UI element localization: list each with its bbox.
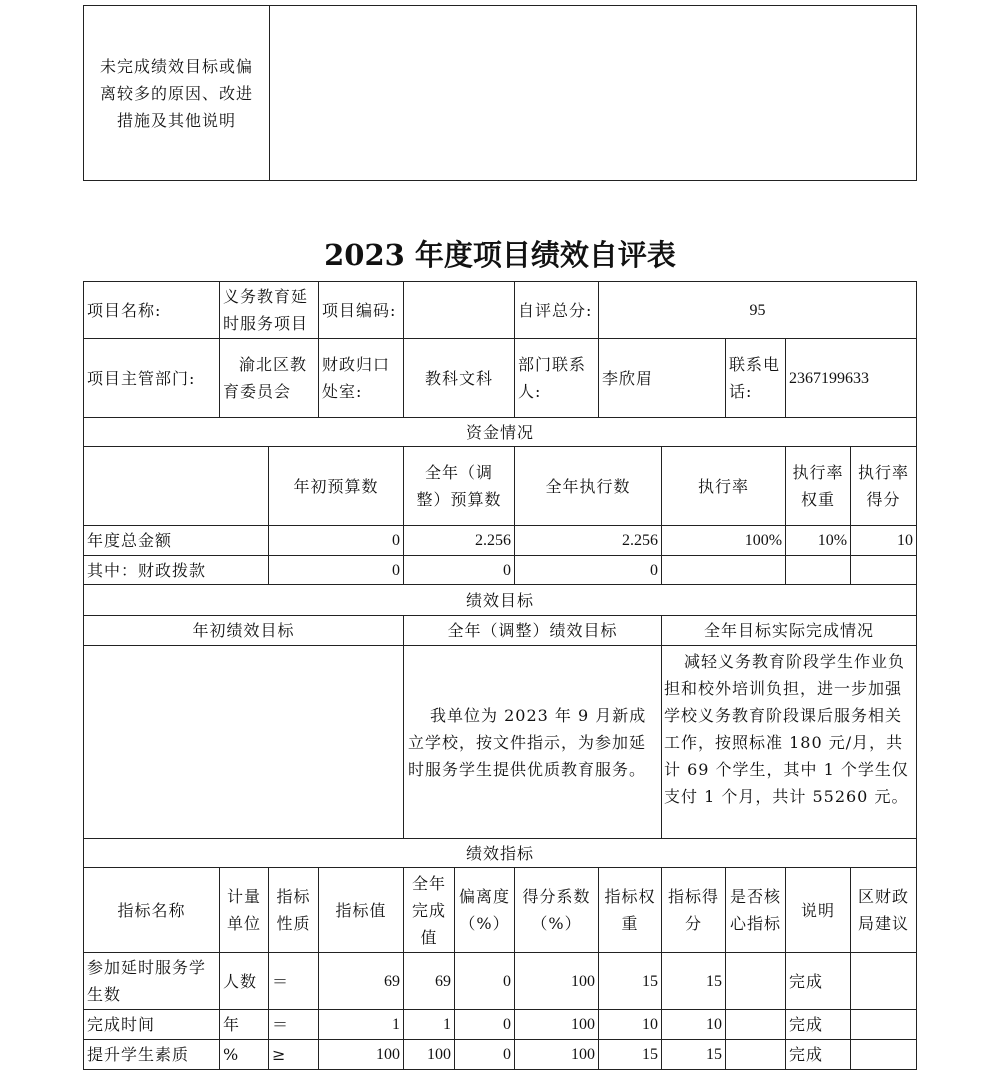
funds-header-rate-score: 执行率得分 bbox=[851, 447, 917, 526]
ind-header-nature: 指标性质 bbox=[269, 868, 319, 953]
ind-header-core: 是否核心指标 bbox=[726, 868, 786, 953]
ind-core bbox=[726, 1040, 786, 1070]
funds-header-rate-weight: 执行率权重 bbox=[786, 447, 851, 526]
ind-header-deviation: 偏离度（%） bbox=[455, 868, 515, 953]
funds-cell bbox=[786, 556, 851, 585]
ind-weight: 10 bbox=[599, 1010, 662, 1040]
ind-weight: 15 bbox=[599, 1040, 662, 1070]
ind-weight: 15 bbox=[599, 953, 662, 1010]
funds-header-adjusted: 全年（调整）预算数 bbox=[404, 447, 515, 526]
ind-deviation: 0 bbox=[455, 1040, 515, 1070]
funds-header-rate: 执行率 bbox=[662, 447, 786, 526]
ind-completed: 69 bbox=[404, 953, 455, 1010]
goal-initial bbox=[84, 646, 404, 839]
ind-unit: 人数 bbox=[220, 953, 269, 1010]
page-title: 2023 年度项目绩效自评表 bbox=[324, 238, 676, 272]
goal-actual: 减轻义务教育阶段学生作业负担和校外培训负担，进一步加强学校义务教育阶段课后服务相关工作，按照标准 180 元/月，共计 69 个学生，其中 1 个学生仅支付 1 个月，共计 55260 元。 bbox=[662, 646, 917, 839]
ind-name: 提升学生素质 bbox=[84, 1040, 220, 1070]
indicators-section-title: 绩效指标 bbox=[84, 839, 917, 868]
goal-adjusted: 我单位为 2023 年 9 月新成立学校，按文件指示，为参加延时服务学生提供优质教育服务。 bbox=[404, 646, 662, 839]
ind-header-score: 指标得分 bbox=[662, 868, 726, 953]
ind-header-note: 说明 bbox=[786, 868, 851, 953]
goals-header-initial: 年初绩效目标 bbox=[84, 616, 404, 646]
ind-value: 69 bbox=[319, 953, 404, 1010]
total-score: 95 bbox=[599, 282, 917, 339]
ind-completed: 100 bbox=[404, 1040, 455, 1070]
funds-cell: 10 bbox=[851, 526, 917, 556]
phone-number: 2367199633 bbox=[786, 339, 917, 418]
reason-label: 未完成绩效目标或偏离较多的原因、改进措施及其他说明 bbox=[84, 6, 270, 181]
goals-section-title: 绩效目标 bbox=[84, 585, 917, 616]
funds-cell: 2.256 bbox=[404, 526, 515, 556]
performance-table bbox=[83, 281, 917, 1070]
ind-unit: 年 bbox=[220, 1010, 269, 1040]
ind-note: 完成 bbox=[786, 953, 851, 1010]
goals-header-adjusted: 全年（调整）绩效目标 bbox=[404, 616, 662, 646]
ind-header-weight: 指标权重 bbox=[599, 868, 662, 953]
ind-header-coefficient: 得分系数（%） bbox=[515, 868, 599, 953]
project-name: 义务教育延时服务项目 bbox=[220, 282, 319, 339]
funds-cell: 0 bbox=[269, 556, 404, 585]
project-code-label: 项目编码: bbox=[319, 282, 404, 339]
ind-header-value: 指标值 bbox=[319, 868, 404, 953]
ind-value: 100 bbox=[319, 1040, 404, 1070]
funds-cell: 2.256 bbox=[515, 526, 662, 556]
ind-coefficient: 100 bbox=[515, 1040, 599, 1070]
funds-row-label: 其中：财政拨款 bbox=[84, 556, 269, 585]
ind-suggestion bbox=[851, 1040, 917, 1070]
funds-cell: 0 bbox=[269, 526, 404, 556]
dept-label: 项目主管部门: bbox=[84, 339, 220, 418]
ind-suggestion bbox=[851, 1010, 917, 1040]
funds-header-initial: 年初预算数 bbox=[269, 447, 404, 526]
project-code bbox=[404, 282, 515, 339]
dept-name: 渝北区教育委员会 bbox=[220, 339, 319, 418]
ind-header-unit: 计量单位 bbox=[220, 868, 269, 953]
ind-completed: 1 bbox=[404, 1010, 455, 1040]
ind-core bbox=[726, 953, 786, 1010]
funds-cell: 10% bbox=[786, 526, 851, 556]
funds-cell bbox=[851, 556, 917, 585]
ind-nature: ＝ bbox=[269, 1010, 319, 1040]
ind-suggestion bbox=[851, 953, 917, 1010]
ind-score: 15 bbox=[662, 1040, 726, 1070]
reason-content bbox=[270, 6, 917, 181]
score-label: 自评总分: bbox=[515, 282, 599, 339]
funds-cell: 100% bbox=[662, 526, 786, 556]
ind-name: 完成时间 bbox=[84, 1010, 220, 1040]
reason-table bbox=[83, 5, 917, 181]
funds-cell bbox=[662, 556, 786, 585]
goals-header-actual: 全年目标实际完成情况 bbox=[662, 616, 917, 646]
project-name-label: 项目名称: bbox=[84, 282, 220, 339]
funds-cell: 0 bbox=[515, 556, 662, 585]
contact-label: 部门联系人: bbox=[515, 339, 599, 418]
finance-office: 教科文科 bbox=[404, 339, 515, 418]
ind-note: 完成 bbox=[786, 1040, 851, 1070]
contact-name: 李欣眉 bbox=[599, 339, 726, 418]
ind-deviation: 0 bbox=[455, 953, 515, 1010]
ind-unit: % bbox=[220, 1040, 269, 1070]
ind-nature: ≥ bbox=[269, 1040, 319, 1070]
ind-name: 参加延时服务学生数 bbox=[84, 953, 220, 1010]
funds-header-executed: 全年执行数 bbox=[515, 447, 662, 526]
ind-value: 1 bbox=[319, 1010, 404, 1040]
phone-label: 联系电话: bbox=[726, 339, 786, 418]
ind-header-suggestion: 区财政局建议 bbox=[851, 868, 917, 953]
ind-deviation: 0 bbox=[455, 1010, 515, 1040]
funds-header-blank bbox=[84, 447, 269, 526]
ind-nature: ＝ bbox=[269, 953, 319, 1010]
ind-score: 15 bbox=[662, 953, 726, 1010]
ind-header-name: 指标名称 bbox=[84, 868, 220, 953]
ind-core bbox=[726, 1010, 786, 1040]
ind-coefficient: 100 bbox=[515, 953, 599, 1010]
funds-section-title: 资金情况 bbox=[84, 418, 917, 447]
funds-row-label: 年度总金额 bbox=[84, 526, 269, 556]
funds-cell: 0 bbox=[404, 556, 515, 585]
ind-header-completed: 全年完成值 bbox=[404, 868, 455, 953]
finance-office-label: 财政归口处室: bbox=[319, 339, 404, 418]
ind-note: 完成 bbox=[786, 1010, 851, 1040]
ind-score: 10 bbox=[662, 1010, 726, 1040]
ind-coefficient: 100 bbox=[515, 1010, 599, 1040]
